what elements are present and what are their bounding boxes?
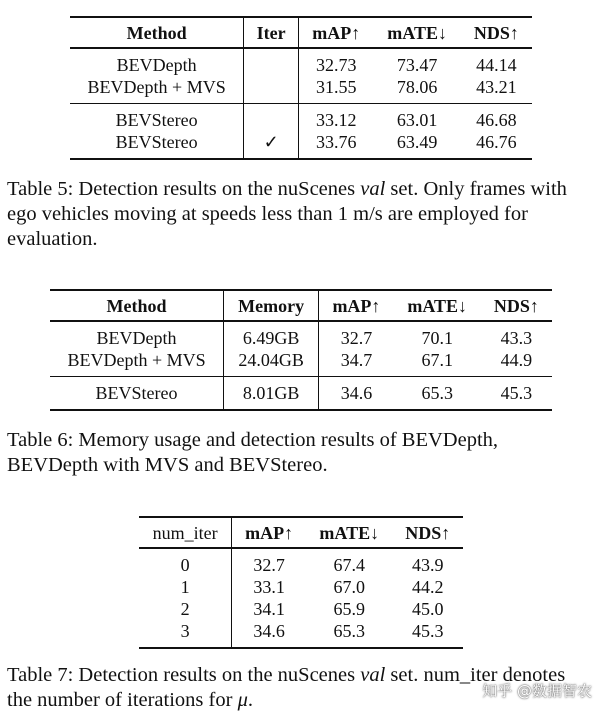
cell-iter xyxy=(244,48,299,76)
cell-memory: 24.04GB xyxy=(224,349,319,377)
table-row xyxy=(70,104,532,132)
cell-mate: 65.9 xyxy=(333,599,365,619)
cell-mate: 67.1 xyxy=(421,350,453,370)
col-header-nds: NDS↑ xyxy=(473,23,519,43)
cell-num-iter: 2 xyxy=(180,599,190,619)
table-5-caption: Table 5: Detection results on the nuScenes val set. Only frames with ego vehicles moving at speeds less than 1 m/s are employed for evaluation. xyxy=(7,178,567,250)
cell-map: 31.55 xyxy=(298,76,373,104)
cell-nds: 44.14 xyxy=(476,55,517,75)
col-header-nds: NDS↑ xyxy=(405,523,451,543)
cell-iter xyxy=(244,104,299,132)
cell-method: BEVDepth + MVS xyxy=(87,77,226,97)
table-row xyxy=(70,76,532,104)
table-6-caption: Table 6: Memory usage and detection results of BEVDepth, BEVDepth with MVS and BEVStereo. xyxy=(7,429,499,476)
cell-method: BEVStereo xyxy=(50,377,224,411)
cell-nds: 45.0 xyxy=(411,599,444,619)
table-row xyxy=(139,576,463,598)
table-header-row xyxy=(50,290,552,321)
cell-mate: 63.49 xyxy=(396,132,438,152)
checkmark-icon: ✓ xyxy=(244,131,299,159)
table-7 xyxy=(139,516,463,649)
cell-map: 34.7 xyxy=(319,349,394,377)
col-header-memory: Memory xyxy=(224,290,319,321)
col-header-mate: mATE↓ xyxy=(407,296,468,316)
table-header-row xyxy=(139,517,463,548)
table-row xyxy=(50,321,552,349)
cell-map: 33.76 xyxy=(298,131,373,159)
col-header-method: Method xyxy=(106,296,167,316)
cell-map: 33.12 xyxy=(298,104,373,132)
cell-method: BEVStereo xyxy=(115,132,198,152)
col-header-map: mAP↑ xyxy=(298,17,373,48)
col-header-mate: mATE↓ xyxy=(387,23,447,43)
col-header-mate: mATE↓ xyxy=(319,523,380,543)
table-7-caption: Table 7: Detection results on the nuScenes val set. num_iter denotes the number of iterations for μ. xyxy=(7,664,566,711)
table-row xyxy=(70,131,532,159)
cell-mate: 73.47 xyxy=(396,55,438,75)
table-6 xyxy=(50,289,552,411)
cell-memory: 8.01GB xyxy=(224,377,319,411)
cell-mate: 70.1 xyxy=(421,328,453,348)
cell-map: 34.6 xyxy=(319,377,394,411)
cell-map: 32.73 xyxy=(298,48,373,76)
cell-mate: 78.06 xyxy=(396,77,438,97)
cell-nds: 44.9 xyxy=(500,350,533,370)
cell-map: 32.7 xyxy=(232,548,306,576)
cell-nds: 43.21 xyxy=(476,77,517,97)
table-row xyxy=(50,349,552,377)
col-header-iter: Iter xyxy=(244,17,299,48)
col-header-map: mAP↑ xyxy=(232,517,306,548)
cell-mate: 67.0 xyxy=(333,577,365,597)
cell-method: BEVStereo xyxy=(70,104,244,132)
watermark-text: 知乎 @数据智农 xyxy=(482,682,592,700)
cell-nds: 43.9 xyxy=(411,555,444,575)
table-row xyxy=(70,48,532,76)
cell-nds: 44.2 xyxy=(411,577,444,597)
cell-nds: 45.3 xyxy=(411,621,444,641)
cell-map: 34.6 xyxy=(232,620,306,648)
cell-iter xyxy=(244,76,299,104)
cell-mate: 63.01 xyxy=(374,104,461,132)
cell-map: 33.1 xyxy=(232,576,306,598)
cell-num-iter: 1 xyxy=(180,577,190,597)
cell-num-iter: 3 xyxy=(180,621,190,641)
table-row xyxy=(139,620,463,648)
cell-nds: 46.68 xyxy=(461,104,532,132)
cell-method: BEVDepth xyxy=(96,328,177,348)
cell-nds: 43.3 xyxy=(500,328,533,348)
cell-num-iter: 0 xyxy=(180,555,190,575)
cell-mate: 67.4 xyxy=(333,555,365,575)
table-row xyxy=(139,548,463,576)
cell-method: BEVDepth + MVS xyxy=(67,350,206,370)
col-header-nds: NDS↑ xyxy=(493,296,539,316)
table-5 xyxy=(70,16,532,160)
watermark xyxy=(482,680,592,701)
col-header-num-iter: num_iter xyxy=(152,523,218,543)
cell-memory: 6.49GB xyxy=(224,321,319,349)
cell-nds: 45.3 xyxy=(481,377,552,411)
table-header-row xyxy=(70,17,532,48)
col-header-map: mAP↑ xyxy=(319,290,394,321)
col-header-method: Method xyxy=(126,23,187,43)
cell-map: 32.7 xyxy=(319,321,394,349)
table-row xyxy=(50,377,552,411)
cell-nds: 46.76 xyxy=(476,132,517,152)
cell-method: BEVDepth xyxy=(116,55,197,75)
cell-map: 34.1 xyxy=(232,598,306,620)
cell-mate: 65.3 xyxy=(394,377,481,411)
table-row xyxy=(139,598,463,620)
cell-mate: 65.3 xyxy=(333,621,365,641)
